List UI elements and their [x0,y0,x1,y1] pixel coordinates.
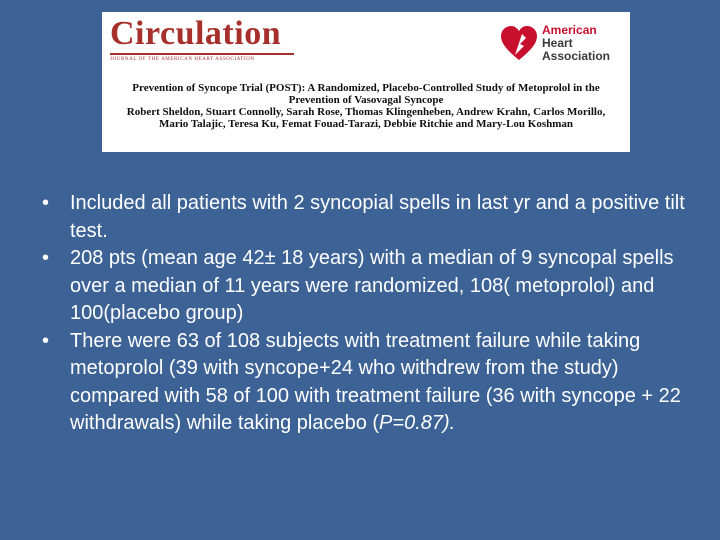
aha-line-3: Association [542,49,611,63]
bullet-icon: • [42,329,50,352]
bullet-list [42,190,702,438]
article-authors: Robert Sheldon, Stuart Connolly, Sarah Rose, Thomas Klingenheben, Andrew Krahn, Carlos Morillo, Mario Talajic, Teresa Ku, Femat Fouad-Tarazi, Debbie Ritchie and Mary-Lou Koshman [126,106,606,130]
bullet-text: There were 63 of 108 subjects with treatment failure while taking metoprolol (39 with syncope+24 who withdrew from the study) compared with 58 of 100 with treatment failure (36 with syncope + 22 withdrawals) while taking placebo ( [70,329,681,434]
bullet-item [42,245,702,328]
aha-wordmark [542,24,610,63]
bullet-text: 208 pts (mean age 42± 18 years) with a median of 9 syncopal spells over a median of 11 years were randomized, 108( metoprolol) and 100(placebo group) [70,247,674,324]
aha-line-1: American [542,23,597,37]
journal-subtitle: JOURNAL OF THE AMERICAN HEART ASSOCIATION [110,57,255,62]
journal-name: Circulation [110,15,282,52]
aha-logo [498,18,626,68]
circulation-logo [110,16,294,62]
aha-line-2: Heart [542,36,573,50]
article-title: Prevention of Syncope Trial (POST): A Randomized, Placebo-Controlled Study of Metoprolol in the Prevention of Vasovagal Syncope [132,82,600,106]
bullet-text: Included all patients with 2 syncopial spells in last yr and a positive tilt test. [70,192,685,242]
p-value: P=0.87). [379,412,456,434]
heart-torch-icon [498,22,540,64]
journal-rule [110,53,294,55]
article-citation [112,82,620,130]
bullet-icon: • [42,247,50,269]
bullet-icon: • [42,192,50,214]
bullet-item [42,190,702,245]
bullet-item [42,328,702,438]
article-header-image [102,12,630,152]
